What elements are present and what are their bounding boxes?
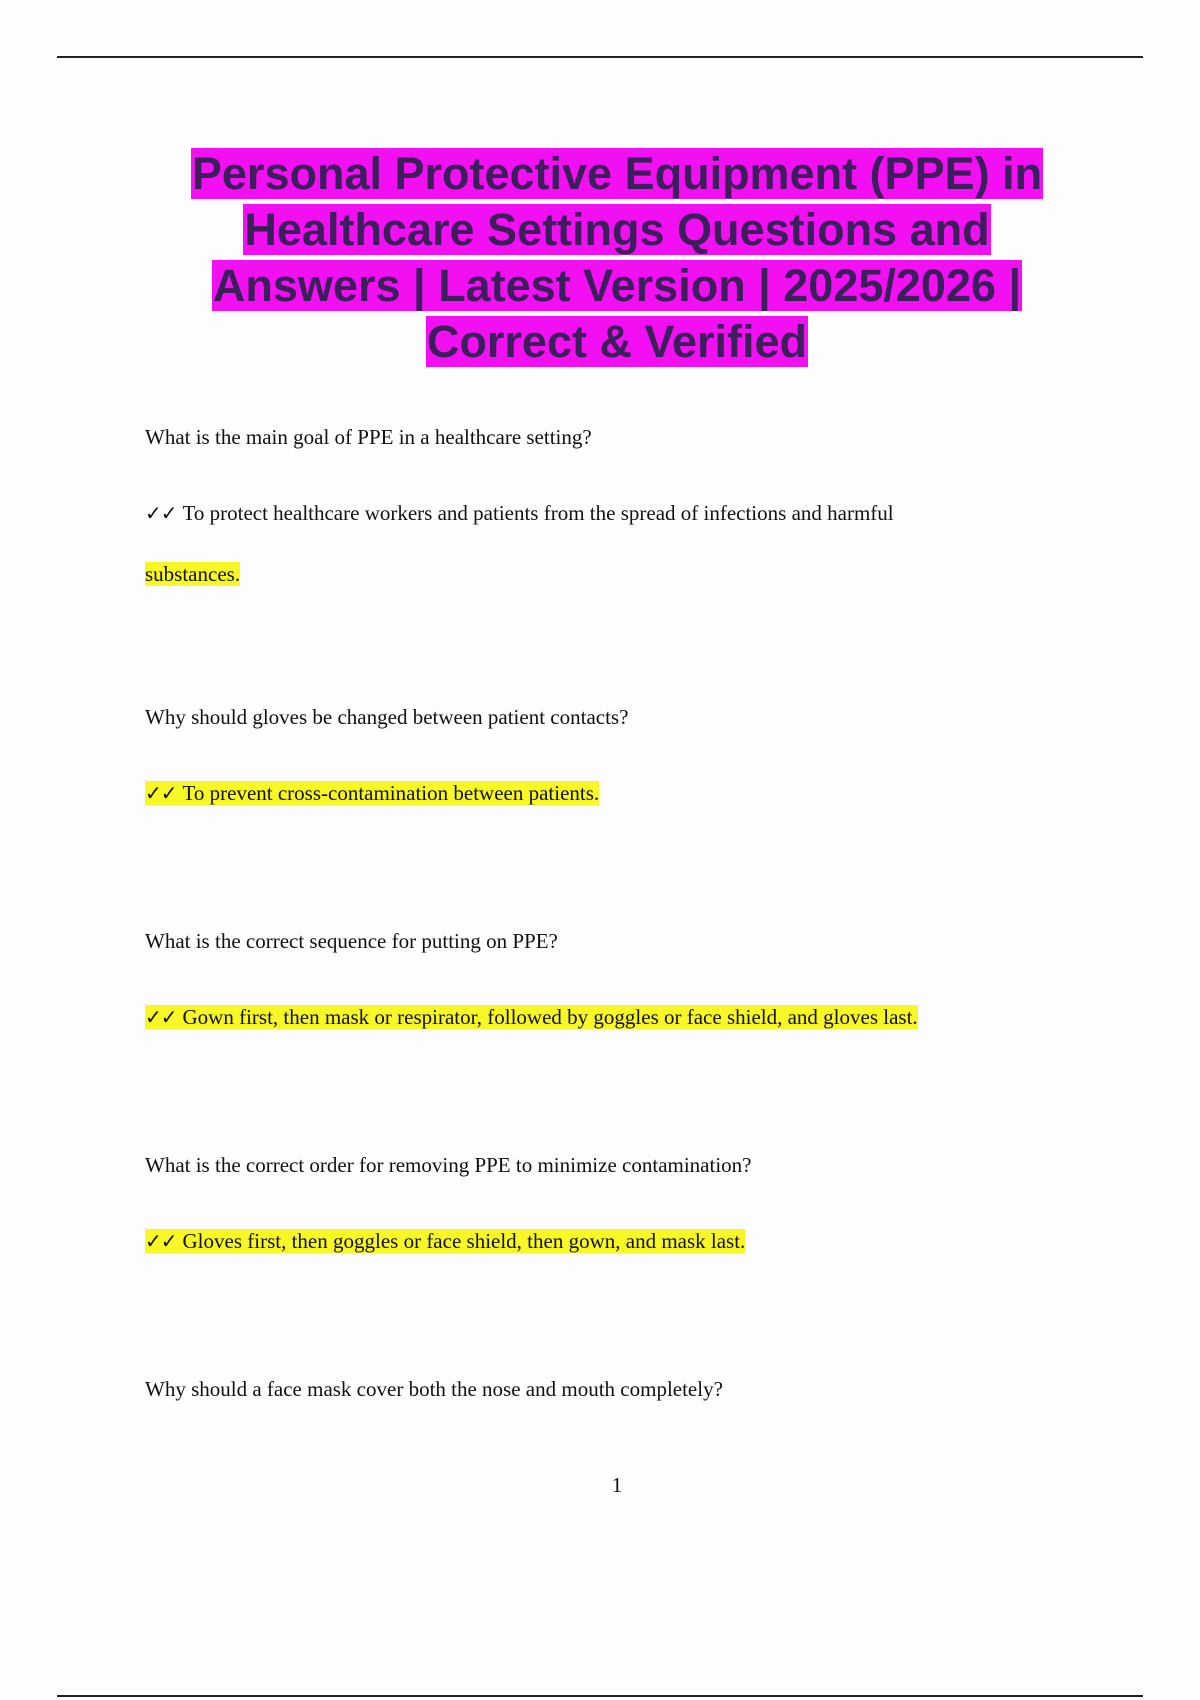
question-text: What is the main goal of PPE in a healthcare setting? (145, 425, 592, 449)
title-line: Healthcare Settings Questions and (244, 204, 990, 255)
answer-line: To protect healthcare workers and patients from the spread of infections and harmful (182, 501, 894, 525)
double-check-icon: ✓✓ (145, 781, 177, 805)
header-rule (57, 56, 1143, 58)
answer-text (145, 778, 1075, 808)
double-check-icon: ✓✓ (145, 1229, 177, 1253)
double-check-icon: ✓✓ (145, 1005, 177, 1029)
title-line: Answers | Latest Version | 2025/2026 | (212, 260, 1022, 311)
question-text: Why should gloves be changed between patient contacts? (145, 705, 629, 729)
title-line: Personal Protective Equipment (PPE) in (191, 148, 1043, 199)
answer-text (145, 498, 1075, 528)
document-title (100, 146, 1134, 370)
answer-line: Gloves first, then goggles or face shield, then gown, and mask last. (182, 1229, 746, 1253)
question-text: What is the correct sequence for putting on PPE? (145, 929, 558, 953)
footer-rule (57, 1695, 1143, 1697)
answer-line: To prevent cross-contamination between patients. (182, 781, 600, 805)
page-number: 1 (611, 1473, 623, 1497)
double-check-icon: ✓✓ (145, 501, 177, 525)
answer-highlight (145, 1229, 745, 1253)
answer-text (145, 1002, 1075, 1032)
title-line: Correct & Verified (426, 316, 808, 367)
answer-highlight (145, 1005, 918, 1029)
answer-line: substances. (145, 562, 241, 586)
answer-line: Gown first, then mask or respirator, followed by goggles or face shield, and gloves last. (182, 1005, 918, 1029)
answer-highlight (145, 781, 599, 805)
question-text: Why should a face mask cover both the nose and mouth completely? (145, 1377, 723, 1401)
question-text: What is the correct order for removing PPE to minimize contamination? (145, 1153, 752, 1177)
answer-text (145, 1226, 1075, 1256)
answer-continuation (145, 559, 1075, 589)
